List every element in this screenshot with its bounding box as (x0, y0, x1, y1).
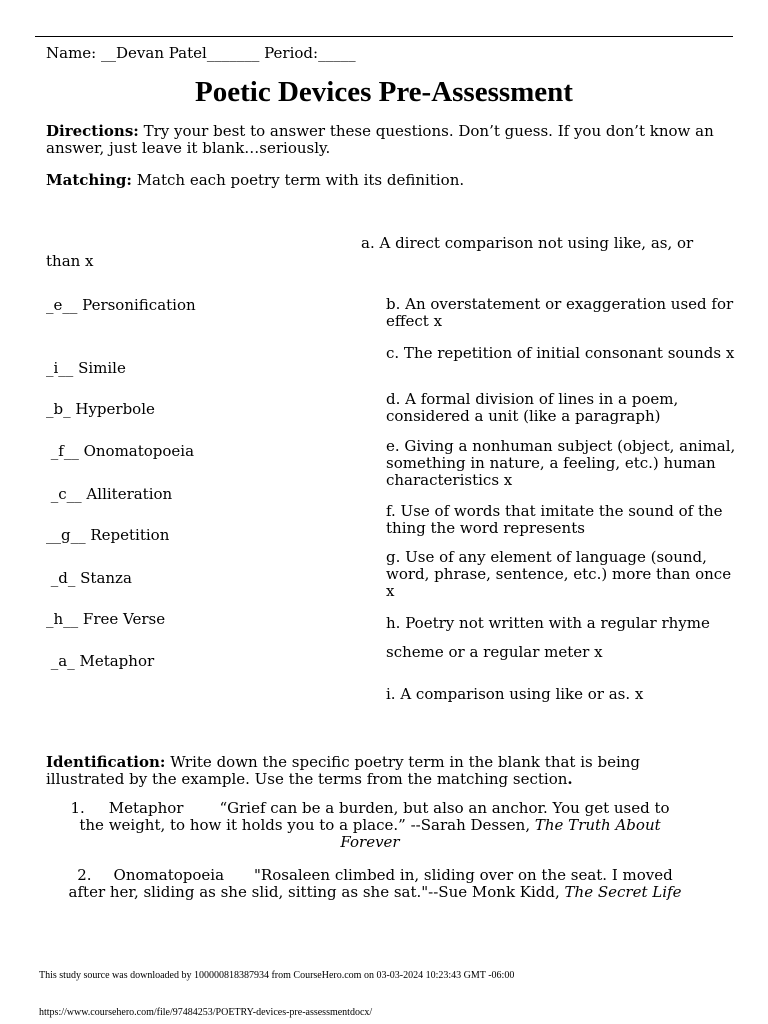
download-note: This study source was downloaded by 100000818387934 from CourseHero.com on 03-03-2024 10:23:43 GMT -06:00 (39, 970, 515, 981)
top-rule (35, 36, 733, 37)
term-simile: _i__ Simile (46, 359, 126, 377)
term-stanza: _d_ Stanza (46, 569, 132, 587)
identification-text: Write down the specific poetry term in the blank that is being illustrated by the example. Use the terms from the matching section (46, 753, 641, 788)
identification-paragraph (46, 754, 666, 788)
example-2-answer: Onomatopoeia (113, 866, 225, 884)
definition-h-line2: scheme or a regular meter x (386, 643, 603, 661)
example-2 (60, 867, 690, 901)
term-onomatopoeia: _f__ Onomatopoeia (46, 442, 195, 460)
example-2-source: The Secret Life (564, 883, 682, 901)
matching-text: Match each poetry term with its definition. (131, 171, 465, 189)
term-personification: _e__ Personification (46, 296, 196, 314)
definition-c: c. The repetition of initial consonant sounds x (386, 344, 735, 362)
example-2-quote: "Rosaleen climbed in, sliding over on the seat. I moved after her, sliding as she slid, sitting as she sat."--Sue Monk Kidd, (68, 866, 673, 901)
example-1-quote: “Grief can be a burden, but also an anchor. You get used to the weight, to how it holds you to a place.” --Sarah Dessen, (79, 799, 670, 834)
definition-d: d. A formal division of lines in a poem, considered a unit (like a paragraph) (386, 390, 679, 425)
period-label: Period:_____ (264, 44, 356, 62)
definition-g: g. Use of any element of language (sound, word, phrase, sentence, etc.) more than once x (386, 548, 732, 600)
term-repetition: __g__ Repetition (46, 526, 170, 544)
name-period-line (46, 44, 356, 62)
example-2-number: 2. (77, 866, 92, 884)
definition-a-line1: a. A direct comparison not using like, as, or (361, 234, 694, 252)
term-metaphor: _a_ Metaphor (46, 652, 155, 670)
term-alliteration: _c__ Alliteration (46, 485, 173, 503)
definition-f: f. Use of words that imitate the sound of the thing the word represents (386, 502, 723, 537)
definition-i: i. A comparison using like or as. x (386, 685, 644, 703)
directions-label: Directions: (46, 122, 139, 140)
definition-e: e. Giving a nonhuman subject (object, animal, something in nature, a feeling, etc.) human characteristics x (386, 437, 736, 489)
matching-heading (46, 172, 736, 189)
example-1-answer: Metaphor (108, 799, 184, 817)
identification-period: . (567, 770, 573, 788)
definition-a-line2: than x (46, 252, 94, 270)
example-1-number: 1. (70, 799, 85, 817)
identification-label: Identification: (46, 753, 166, 771)
source-url[interactable]: https://www.coursehero.com/file/97484253/POETRY-devices-pre-assessmentdocx/ (39, 1007, 373, 1018)
matching-label: Matching: (46, 171, 132, 189)
name-label: Name: (46, 44, 97, 62)
definition-b: b. An overstatement or exaggeration used for effect x (386, 295, 734, 330)
example-1-source: The Truth About Forever (340, 816, 661, 851)
definition-h-line1: h. Poetry not written with a regular rhyme (386, 614, 710, 632)
directions-text: Try your best to answer these questions. Don’t guess. If you don’t know an answer, just leave it blank…seriously. (46, 122, 714, 157)
term-hyperbole: _b_ Hyperbole (46, 400, 155, 418)
page-title: Poetic Devices Pre-Assessment (195, 76, 573, 108)
term-free-verse: _h__ Free Verse (46, 610, 166, 628)
example-1 (60, 800, 680, 851)
directions-paragraph (46, 123, 736, 157)
name-value: __Devan Patel_______ (101, 44, 260, 62)
